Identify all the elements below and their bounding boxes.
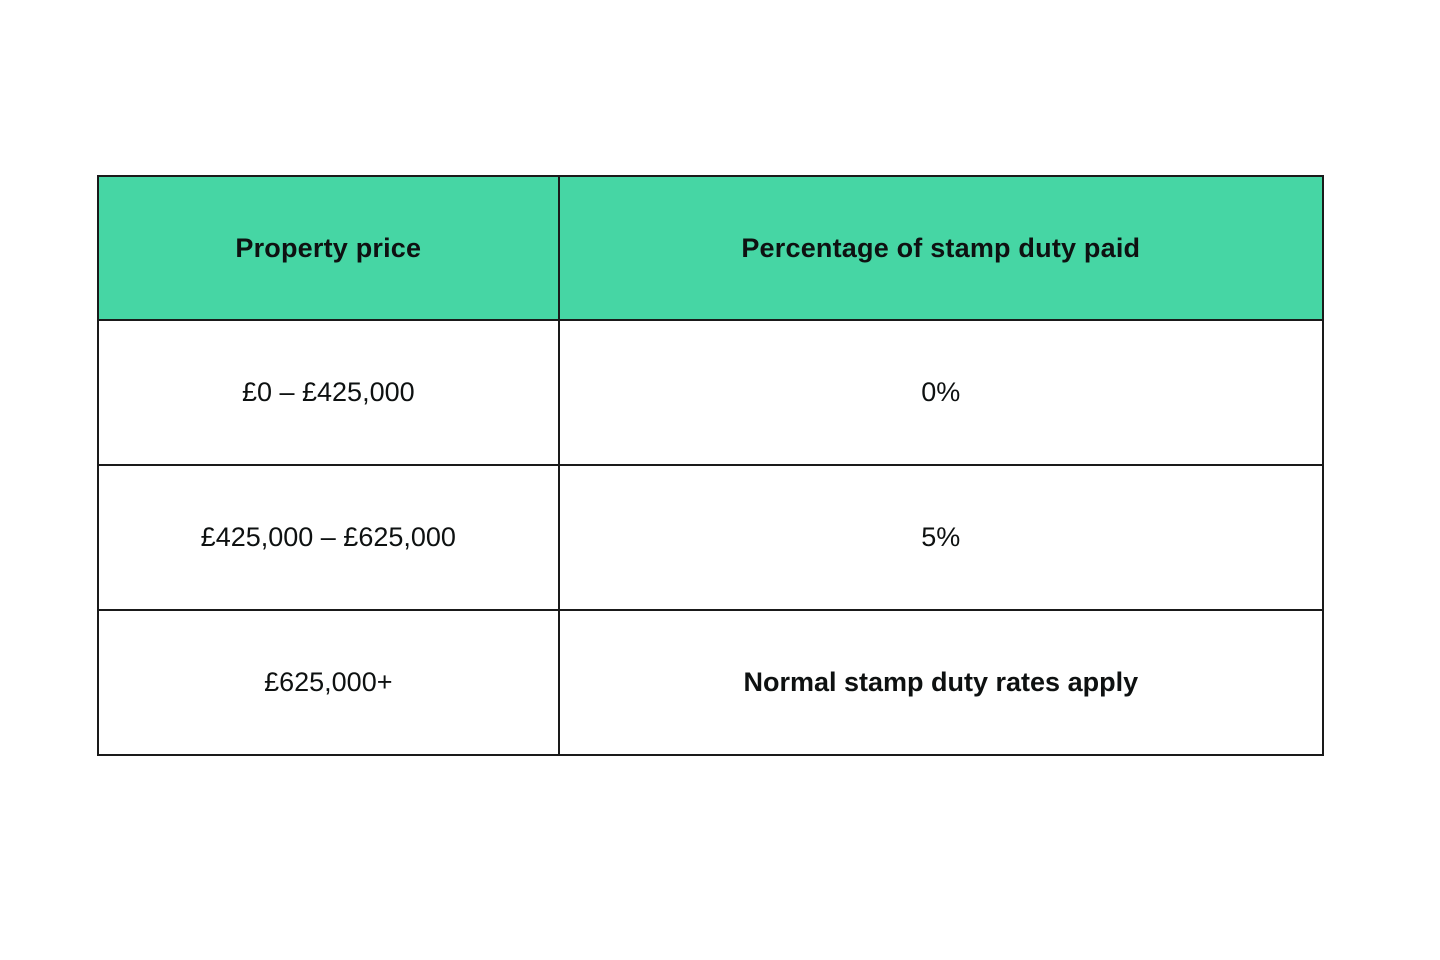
cell-percentage: Normal stamp duty rates apply <box>559 610 1323 755</box>
cell-percentage: 0% <box>559 320 1323 465</box>
stamp-duty-rates-table <box>97 175 1324 756</box>
table-header <box>98 176 1323 320</box>
table-body <box>98 320 1323 755</box>
table-row <box>98 610 1323 755</box>
cell-property-price: £625,000+ <box>98 610 559 755</box>
column-header-property-price: Property price <box>98 176 559 320</box>
cell-percentage: 5% <box>559 465 1323 610</box>
column-header-percentage: Percentage of stamp duty paid <box>559 176 1323 320</box>
cell-property-price: £425,000 – £625,000 <box>98 465 559 610</box>
table-row <box>98 320 1323 465</box>
stamp-duty-table-container <box>97 175 1324 756</box>
table-row <box>98 465 1323 610</box>
cell-property-price: £0 – £425,000 <box>98 320 559 465</box>
table-header-row <box>98 176 1323 320</box>
